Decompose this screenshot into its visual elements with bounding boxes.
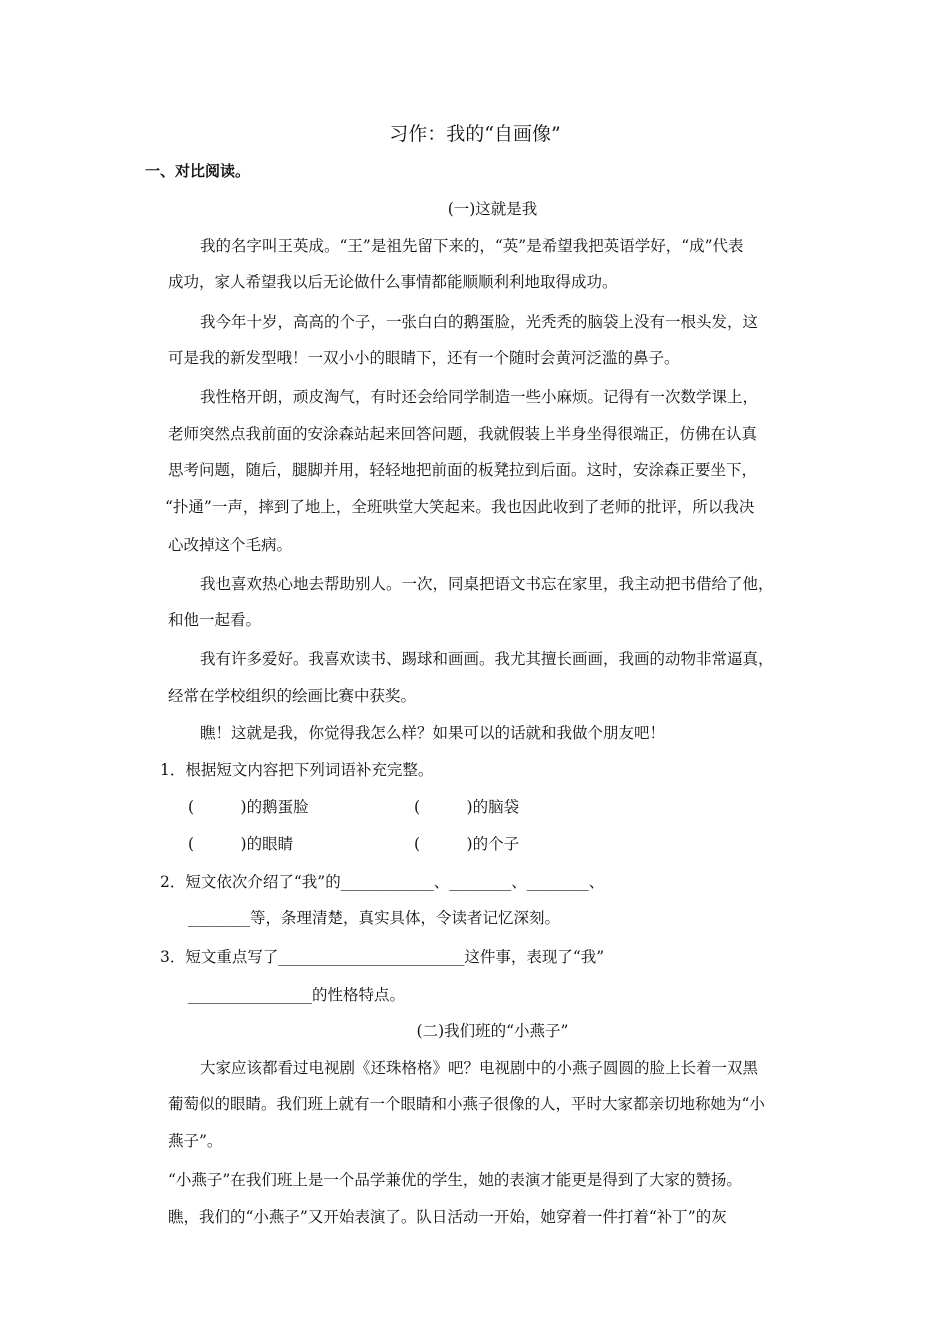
- passage-1-line: 我的名字叫王英成。“王”是祖先留下来的，“英”是希望我把英语学好，“成”代表: [200, 237, 744, 255]
- passage-1-line: 瞧！这就是我，你觉得我怎么样？如果可以的话就和我做个朋友吧！: [200, 724, 666, 742]
- passage-1-line: 我性格开朗，顽皮淘气，有时还会给同学制造一些小麻烦。记得有一次数学课上，: [200, 388, 759, 406]
- passage-1-line: 老师突然点我前面的安涂森站起来回答问题，我就假装上半身坐得很端正，仿佛在认真: [168, 425, 758, 443]
- question-2-cont: ________等，条理清楚，真实具体，令读者记忆深刻。: [188, 909, 561, 927]
- document-title: 习作：我的“自画像”: [389, 123, 561, 145]
- passage-1-line: 成功，家人希望我以后无论做什么事情都能顺顺利利地取得成功。: [168, 273, 618, 291]
- passage-1-line: 我今年十岁，高高的个子，一张白白的鹅蛋脸，光秃秃的脑袋上没有一根头发，这: [200, 313, 759, 331]
- fill-blank-item: ( )的眼睛: [188, 835, 294, 853]
- passage-1-line: 心改掉这个毛病。: [168, 536, 293, 554]
- fill-blank-item: ( )的个子: [414, 835, 520, 853]
- passage-1-line: 我有许多爱好。我喜欢读书、踢球和画画。我尤其擅长画画，我画的动物非常逼真，: [200, 650, 774, 668]
- passage-1-line: 思考问题，随后，腿脚并用，轻轻地把前面的板凳拉到后面。这时，安涂森正要坐下，: [168, 461, 758, 479]
- fill-blank-item: ( )的鹅蛋脸: [188, 798, 309, 816]
- passage-2-line: 葡萄似的眼睛。我们班上就有一个眼睛和小燕子很像的人，平时大家都亲切地称她为“小: [168, 1095, 765, 1113]
- passage-2-line: 瞧，我们的“小燕子”又开始表演了。队日活动一开始，她穿着一件打着“补丁”的灰: [168, 1208, 727, 1226]
- passage-2-line: 燕子”。: [168, 1132, 223, 1150]
- passage-1-line: 经常在学校组织的绘画比赛中获奖。: [168, 687, 417, 705]
- passage-1-title: (一)这就是我: [447, 200, 538, 218]
- passage-1-line: “扑通”一声，摔到了地上，全班哄堂大笑起来。我也因此收到了老师的批评，所以我决: [165, 498, 755, 516]
- passage-1-line: 和他一起看。: [168, 611, 262, 629]
- question-3-cont: ________________的性格特点。: [188, 986, 406, 1004]
- passage-2-line: “小燕子”在我们班上是一个品学兼优的学生，她的表演才能更是得到了大家的赞扬。: [168, 1171, 742, 1189]
- section-heading: 一、对比阅读。: [145, 162, 251, 180]
- fill-blank-item: ( )的脑袋: [414, 798, 520, 816]
- question-1: 1．根据短文内容把下列词语补充完整。: [160, 761, 434, 779]
- passage-2-line: 大家应该都看过电视剧《还珠格格》吧？电视剧中的小燕子圆圆的脸上长着一双黑: [200, 1059, 759, 1077]
- question-2: 2．短文依次介绍了“我”的____________、________、________、: [160, 873, 605, 891]
- passage-1-line: 我也喜欢热心地去帮助别人。一次，同桌把语文书忘在家里，我主动把书借给了他，: [200, 575, 774, 593]
- passage-2-title: (二)我们班的“小燕子”: [416, 1022, 569, 1040]
- passage-1-line: 可是我的新发型哦！一双小小的眼睛下，还有一个随时会黄河泛滥的鼻子。: [168, 349, 680, 367]
- question-3: 3．短文重点写了________________________这件事，表现了“我”: [160, 948, 605, 966]
